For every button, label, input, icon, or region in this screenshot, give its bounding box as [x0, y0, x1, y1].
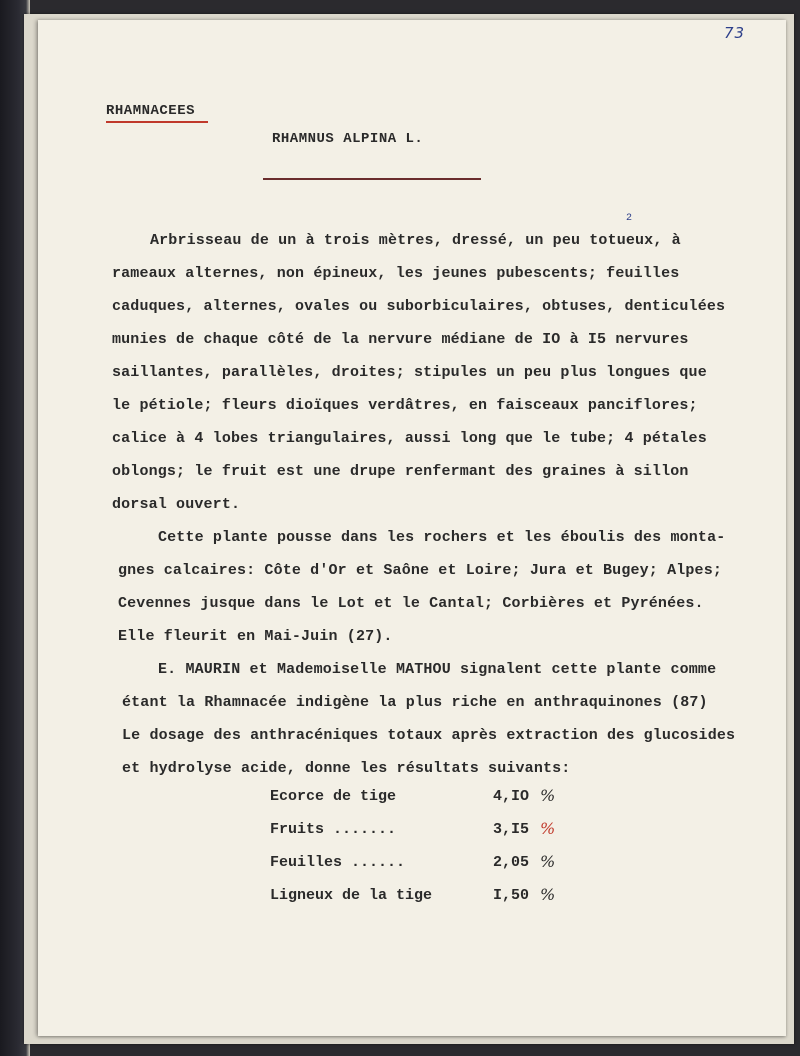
text-line: rameaux alternes, non épineux, les jeunes pubescents; feuilles	[112, 265, 680, 282]
text-line: oblongs; le fruit est une drupe renfermant des graines à sillon	[112, 463, 689, 480]
title-rule	[263, 178, 481, 180]
document-page	[38, 20, 786, 1036]
result-label: Ecorce de tige	[270, 788, 397, 805]
text-line: Elle fleurit en Mai-Juin (27).	[118, 628, 393, 645]
percent-sign: %	[540, 852, 556, 871]
section-heading-underline	[106, 121, 208, 123]
result-label: Ligneux de la tige	[270, 887, 433, 904]
text-line: Le dosage des anthracéniques totaux après extraction des glucosides	[122, 727, 736, 744]
text-line: étant la Rhamnacée indigène la plus riche en anthraquinones (87)	[122, 694, 708, 711]
text-line: dorsal ouvert.	[112, 496, 241, 513]
percent-sign: %	[540, 885, 556, 904]
result-value: 3,I5	[493, 821, 530, 838]
text-line: et hydrolyse acide, donne les résultats suivants:	[122, 760, 571, 777]
result-label: Fruits .......	[270, 821, 397, 838]
result-label: Feuilles ......	[270, 854, 406, 871]
text-line: caduques, alternes, ovales ou suborbiculaires, obtuses, denticulées	[112, 298, 726, 315]
text-line: gnes calcaires: Côte d'Or et Saône et Loire; Jura et Bugey; Alpes;	[118, 562, 722, 579]
handwritten-mark: 2	[626, 213, 633, 224]
result-value: 2,05	[493, 854, 530, 871]
percent-sign: %	[540, 786, 556, 805]
text-line: Cette plante pousse dans les rochers et les éboulis des monta-	[158, 529, 726, 546]
text-line: Arbrisseau de un à trois mètres, dressé, un peu totueux, à	[150, 232, 681, 249]
text-line: E. MAURIN et Mademoiselle MATHOU signalent cette plante comme	[158, 661, 717, 678]
result-value: I,50	[493, 887, 530, 904]
text-line: le pétiole; fleurs dioïques verdâtres, en faisceaux panciflores;	[112, 397, 698, 414]
text-line: Cevennes jusque dans le Lot et le Cantal; Corbières et Pyrénées.	[118, 595, 704, 612]
page-number: 73	[724, 24, 746, 42]
species-title: RHAMNUS ALPINA L.	[272, 131, 424, 147]
result-value: 4,IO	[493, 788, 530, 805]
text-line: calice à 4 lobes triangulaires, aussi long que le tube; 4 pétales	[112, 430, 707, 447]
text-line: saillantes, parallèles, droites; stipules un peu plus longues que	[112, 364, 707, 381]
section-heading: RHAMNACEES	[106, 103, 196, 119]
percent-sign: %	[540, 819, 556, 838]
text-line: munies de chaque côté de la nervure médiane de IO à I5 nervures	[112, 331, 689, 348]
